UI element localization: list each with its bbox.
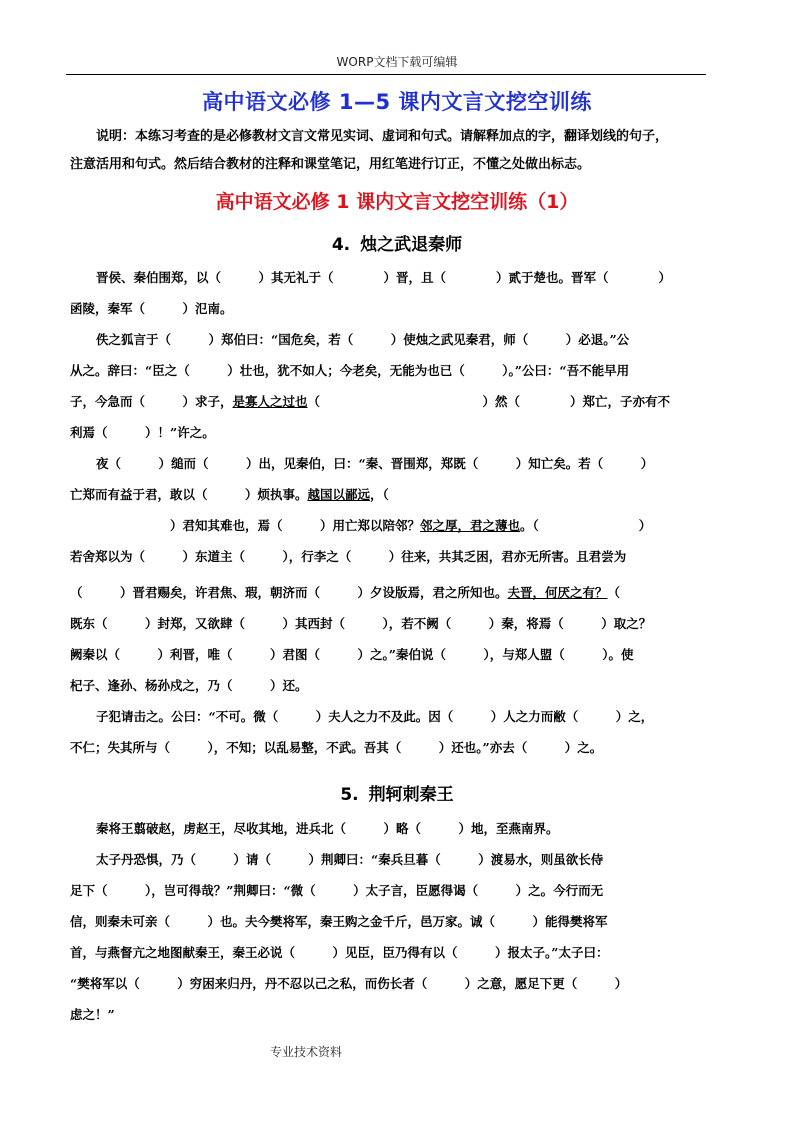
- text-line: 子犯请击之。公曰：“不可。微（ ）夫人之力不及此。因（ ）人之力而敝（ ）之，: [96, 709, 654, 724]
- underlined-sentence: 是寡人之过也: [232, 394, 308, 409]
- section-5-text: [70, 813, 730, 1030]
- text-line: （ ）晋君赐矣，许君焦、瑕，朝济而（ ）夕设版焉，君之所知也。夫晋，何厌之有？（: [70, 585, 621, 600]
- section-4-text: [70, 262, 730, 763]
- text-line: 子，今急而（ ）求子，是寡人之过也（ ）然（ ）郑亡，子亦有不: [70, 394, 671, 409]
- text-line: ）君知其难也，焉（ ）用亡郑以陪邻？邻之厚，君之薄也。（ ）: [70, 518, 652, 533]
- section-heading-4: [0, 230, 794, 255]
- underlined-sentence: 邻之厚，君之薄也: [420, 518, 521, 533]
- text-line: 利焉（ ）！”许之。: [70, 425, 215, 440]
- section-number: 4.: [331, 235, 351, 255]
- text-line: 信，则秦未可亲（ ）也。夫今樊将军，秦王购之金千斤，邑万家。诚（ ）能得樊将军: [70, 914, 608, 929]
- underlined-sentence: 越国以鄙远: [307, 487, 371, 502]
- text-line: 不仁；失其所与（ ），不知；以乱易整，不武。吾其（ ）还也。”亦去（ ）之。: [70, 740, 603, 755]
- text-line: 虑之！”: [70, 1007, 115, 1022]
- header-rule: [66, 74, 706, 75]
- text-line: 夜（ ）缒而（ ）出，见秦伯，曰：“秦、晋围郑，郑既（ ）知亡矣。若（ ）: [96, 456, 654, 471]
- text-line: 函陵，秦军（ ）氾南。: [70, 301, 233, 316]
- text-line: 若舍郑以为（ ）东道主（ ），行李之（ ）往来，共其乏困，君亦无所害。且君尝为: [70, 549, 627, 564]
- text-line: 阙秦以（ ）利晋，唯（ ）君图（ ）之。”秦伯说（ ），与郑人盟（ ）。使: [70, 647, 634, 662]
- document-title: 高中语文必修 1—5 课内文言文挖空训练: [202, 90, 592, 114]
- instructions: [70, 123, 720, 179]
- section-number: 5.: [340, 785, 359, 805]
- page-header-text: WORP文档下载可编辑: [336, 55, 458, 69]
- text-line: 首，与燕督亢之地图献秦王，秦王必说（ ）见臣，臣乃得有以（ ）报太子。”太子曰：: [70, 945, 609, 960]
- instructions-line-2: 注意活用和句式。然后结合教材的注释和课堂笔记，用红笔进行订正，不懂之处做出标志。: [70, 157, 591, 172]
- section-heading-5: [0, 780, 794, 805]
- text-line: 佚之狐言于（ ）郑伯曰：“国危矣，若（ ）使烛之武见秦君，师（ ）必退。”公: [96, 332, 630, 347]
- text-line: 从之。辞曰：“臣之（ ）壮也，犹不如人；今老矣，无能为也已（ ）。”公曰：“吾不能早用: [70, 363, 630, 378]
- exercise-subtitle: 高中语文必修 1 课内文言文挖空训练（1）: [215, 191, 579, 213]
- section-title: 烛之武退秦师: [360, 235, 463, 255]
- page-footer-text: 专业技术资料: [270, 1045, 343, 1059]
- text-line: 杞子、逢孙、杨孙戍之，乃（ ）还。: [70, 678, 308, 693]
- underlined-sentence: 夫晋，何厌之有？: [507, 585, 608, 600]
- text-line: 晋侯、秦伯围郑，以（ ）其无礼于（ ）晋，且（ ）贰于楚也。晋军（ ）: [96, 270, 672, 285]
- text-line: 既东（ ）封郑，又欲肆（ ）其西封（ ），若不阙（ ）秦，将焉（ ）取之？: [70, 616, 652, 631]
- text-line: “樊将军以（ ）穷困来归丹，丹不忍以己之私，而伤长者（ ）之意，愿足下更（ ）: [70, 976, 628, 991]
- section-title: 荆轲刺秦王: [368, 785, 454, 805]
- text-line: 亡郑而有益于君，敢以（ ）烦执事。越国以鄙远，（: [70, 487, 389, 502]
- text-line: 足下（ ），岂可得哉？”荆卿曰：“微（ ）太子言，臣愿得谒（ ）之。今行而无: [70, 883, 604, 898]
- text-line: 太子丹恐惧，乃（ ）请（ ）荆卿曰：“秦兵旦暮（ ）渡易水，则虽欲长侍: [96, 852, 604, 867]
- text-line: 秦将王翦破赵，虏赵王，尽收其地，进兵北（ ）略（ ）地，至燕南界。: [96, 821, 559, 836]
- instructions-line-1: 说明：本练习考查的是必修教材文言文常见实词、虚词和句式。请解释加点的字，翻译划线的句子，: [96, 129, 669, 144]
